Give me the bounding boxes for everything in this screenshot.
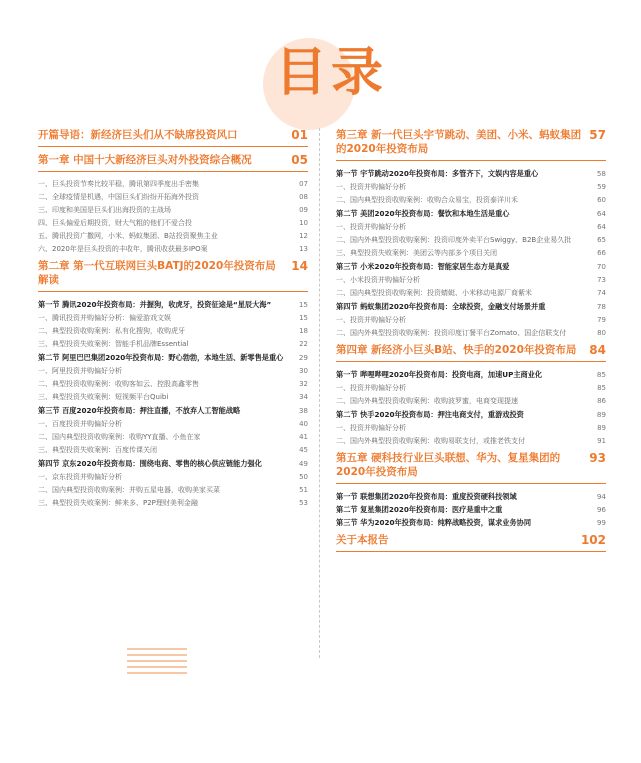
toc-page-number: 57: [589, 128, 606, 142]
toc-chapter-entry[interactable]: [336, 533, 606, 547]
toc-page-number: 86: [597, 397, 606, 405]
column-divider: [319, 128, 321, 658]
toc-subsection-entry[interactable]: [336, 274, 606, 286]
toc-subsection-entry[interactable]: [38, 204, 308, 216]
toc-subsection-entry[interactable]: [38, 338, 308, 350]
toc-page-number: 78: [596, 302, 606, 311]
toc-entry-title: 关于本报告: [336, 534, 389, 546]
toc-entry-title: 二、国内外典型投资收购案例：投资印度外卖平台Swiggy、B2B企业易久批: [336, 236, 572, 244]
toc-page-number: 29: [298, 353, 308, 362]
toc-section-entry[interactable]: [336, 490, 606, 503]
toc-page-number: 58: [596, 169, 606, 178]
toc-page-number: 60: [597, 196, 606, 204]
toc-page-number: 49: [298, 459, 308, 468]
toc-subsection-entry[interactable]: [336, 327, 606, 339]
toc-entry-title: 第一节 哔哩哔哩2020年投资布局：投资电商，加速UP主商业化: [336, 370, 543, 379]
toc-subsection-entry[interactable]: [38, 418, 308, 430]
toc-page-number: 40: [299, 420, 308, 428]
toc-entry-title: 第三节 小米2020年投资布局：智能家居生态方是真爱: [336, 262, 510, 271]
toc-subsection-entry[interactable]: [38, 191, 308, 203]
toc-entry-title: 三、典型投资失败案例：短视频平台Quibi: [38, 393, 169, 401]
toc-page-number: 96: [596, 505, 606, 514]
toc-entry-title: 二、国内典型投资收购案例：投资蜻蜓、小米移动电源厂商紫米: [336, 289, 532, 297]
toc-page-number: 80: [597, 329, 606, 337]
toc-page-number: 38: [298, 406, 308, 415]
chapter-underline: [38, 146, 308, 147]
toc-subsection-entry[interactable]: [336, 435, 606, 447]
toc-page-number: 15: [299, 314, 308, 322]
toc-entry-title: 六、2020年是巨头投资的丰收年，腾讯收获最多IPO案: [38, 245, 208, 253]
toc-subsection-entry[interactable]: [38, 178, 308, 190]
toc-page-number: 18: [299, 327, 308, 335]
chapter-underline: [336, 551, 606, 552]
toc-page-number: 64: [597, 223, 606, 231]
toc-subsection-entry[interactable]: [38, 497, 308, 509]
toc-section-entry[interactable]: [336, 408, 606, 421]
toc-page-number: 05: [291, 153, 308, 167]
toc-entry-title: 二、国内外典型投资收购案例：收购波罗蜜，电商变现提速: [336, 397, 518, 405]
toc-entry-title: 二、国内典型投资收购案例：收购YY直播、小鱼在家: [38, 433, 201, 441]
toc-page-number: 74: [597, 289, 606, 297]
toc-entry-title: 一、投资并购偏好分析: [336, 384, 406, 392]
toc-page-number: 73: [597, 276, 606, 284]
toc-page-number: 15: [298, 300, 308, 309]
toc-subsection-entry[interactable]: [38, 484, 308, 496]
toc-subsection-entry[interactable]: [38, 431, 308, 443]
toc-subsection-entry[interactable]: [38, 365, 308, 377]
toc-entry-title: 第一节 宇节跳动2020年投资布局：多管齐下，文娱内容是重心: [336, 169, 539, 178]
toc-subsection-entry[interactable]: [336, 221, 606, 233]
toc-page-number: 09: [299, 206, 308, 214]
toc-entry-title: 二、国内外典型投资收购案例：投资印度订餐平台Zomato、国企信联支付: [336, 329, 567, 337]
toc-entry-title: 二、全球疫情是机遇，中国巨头们纷纷开拓海外投资: [38, 193, 199, 201]
toc-page-number: 79: [597, 316, 606, 324]
toc-chapter-entry[interactable]: [38, 153, 308, 167]
toc-entry-title: 第一节 腾讯2020年投资布局：并握狗，收虎牙，投资征途是“星辰大海”: [38, 300, 272, 309]
toc-page-number: 94: [596, 492, 606, 501]
toc-page-number: 22: [299, 340, 308, 348]
toc-entry-title: 第五章 硬科技行业巨头联想、华为、复星集团的2020年投资布局: [336, 452, 561, 478]
toc-page-number: 51: [299, 486, 308, 494]
toc-section-entry[interactable]: [38, 298, 308, 311]
toc-entry-title: 一、巨头投资节奏比较平稳，腾讯第四季度出手密集: [38, 180, 199, 188]
toc-entry-title: 第一节 联想集团2020年投资布局：重度投资硬科技领域: [336, 492, 517, 501]
toc-section-entry[interactable]: [336, 260, 606, 273]
toc-page-number: 65: [597, 236, 606, 244]
toc-entry-title: 第二章 第一代互联网巨头BATJ的2020年投资布局解读: [38, 260, 276, 286]
toc-subsection-entry[interactable]: [336, 395, 606, 407]
toc-entry-title: 第二节 复星集团2020年投资布局：医疗是重中之重: [336, 505, 503, 514]
toc-subsection-entry[interactable]: [336, 234, 606, 246]
toc-page-number: 53: [299, 499, 308, 507]
toc-subsection-entry[interactable]: [336, 194, 606, 206]
toc-page-number: 30: [299, 367, 308, 375]
toc-section-entry[interactable]: [38, 351, 308, 364]
toc-entry-title: 一、小米投资并购偏好分析: [336, 276, 420, 284]
toc-section-entry[interactable]: [336, 167, 606, 180]
toc-page-number: 85: [597, 384, 606, 392]
toc-entry-title: 第二节 快手2020年投资布局：押注电商支付，重游戏投资: [336, 410, 524, 419]
toc-section-entry[interactable]: [336, 300, 606, 313]
toc-chapter-entry[interactable]: [336, 343, 606, 357]
toc-entry-title: 第三节 华为2020年投资布局：纯粹战略投资，谋求业务协同: [336, 518, 532, 527]
toc-left-column: [38, 128, 308, 510]
toc-subsection-entry[interactable]: [38, 217, 308, 229]
toc-subsection-entry[interactable]: [38, 312, 308, 324]
toc-page-number: 14: [291, 259, 308, 273]
toc-chapter-entry[interactable]: [38, 128, 308, 142]
toc-entry-title: 一、阿里投资并购偏好分析: [38, 367, 122, 375]
toc-subsection-entry[interactable]: [336, 382, 606, 394]
toc-page-number: 08: [299, 193, 308, 201]
toc-subsection-entry[interactable]: [38, 325, 308, 337]
toc-entry-title: 第一章 中国十大新经济巨头对外投资综合概况: [38, 154, 252, 166]
toc-chapter-entry[interactable]: [336, 451, 606, 479]
toc-page-number: 41: [299, 433, 308, 441]
toc-entry-title: 三、印度和美国是巨头们出海投资的主战场: [38, 206, 171, 214]
toc-page-number: 59: [597, 183, 606, 191]
toc-section-entry[interactable]: [38, 404, 308, 417]
toc-section-entry[interactable]: [336, 516, 606, 529]
toc-subsection-entry[interactable]: [336, 422, 606, 434]
toc-entry-title: 五、腾讯投资广撒网，小米、蚂蚁集团、B站投资聚焦主业: [38, 232, 218, 240]
toc-entry-title: 第四节 蚂蚁集团2020年投资布局：全球投资，金融支付场景并重: [336, 302, 546, 311]
toc-subsection-entry[interactable]: [38, 391, 308, 403]
toc-page-number: 32: [299, 380, 308, 388]
toc-entry-title: 三、典型投资失败案例：美团云等内部多个项目关闭: [336, 249, 497, 257]
toc-entry-title: 二、国内典型投资收购案例：并购五星电器，收购美家买菜: [38, 486, 220, 494]
toc-page-number: 66: [597, 249, 606, 257]
toc-section-entry[interactable]: [38, 457, 308, 470]
toc-subsection-entry[interactable]: [38, 471, 308, 483]
toc-entry-title: 二、国内外典型投资收购案例：收购易联支付，或推老铁支付: [336, 437, 525, 445]
toc-entry-title: 一、投资并购偏好分析: [336, 424, 406, 432]
toc-entry-title: 一、投资并购偏好分析: [336, 223, 406, 231]
toc-page-number: 85: [596, 370, 606, 379]
page-title: 目录: [275, 43, 388, 103]
toc-subsection-entry[interactable]: [38, 378, 308, 390]
toc-page-number: 10: [299, 219, 308, 227]
chapter-underline: [336, 160, 606, 161]
toc-entry-title: 第三章 新一代巨头宇节跳动、美团、小米、蚂蚁集团的2020年投资布局: [336, 129, 582, 155]
toc-entry-title: 第二节 阿里巴巴集团2020年投资布局：野心勃勃，本地生活、新零售是重心: [38, 353, 284, 362]
toc-entry-title: 一、京东投资并购偏好分析: [38, 473, 122, 481]
toc-subsection-entry[interactable]: [336, 287, 606, 299]
toc-entry-title: 二、国内典型投资收购案例：收购合众易宝，投资泰洋川禾: [336, 196, 518, 204]
toc-page-number: 45: [299, 446, 308, 454]
toc-entry-title: 一、百度投资并购偏好分析: [38, 420, 122, 428]
toc-section-entry[interactable]: [336, 503, 606, 516]
toc-page-number: 89: [597, 424, 606, 432]
toc-entry-title: 四、巨头偏爱后期投资，财大气粗的他们不爱合投: [38, 219, 192, 227]
toc-page-number: 93: [589, 451, 606, 465]
toc-entry-title: 第四节 京东2020年投资布局：围绕电商、零售的核心供应链能力强化: [38, 459, 262, 468]
toc-subsection-entry[interactable]: [38, 230, 308, 242]
toc-right-column: [336, 128, 606, 558]
toc-entry-title: 一、投资并购偏好分析: [336, 183, 406, 191]
toc-entry-title: 开篇导语：新经济巨头们从不缺席投资风口: [38, 129, 238, 141]
toc-page-number: 13: [299, 245, 308, 253]
toc-entry-title: 三、典型投资失败案例：鲜来多、P2P理财美利金融: [38, 499, 198, 507]
toc-page-number: 84: [589, 343, 606, 357]
toc-page-number: 12: [299, 232, 308, 240]
chapter-underline: [38, 291, 308, 292]
chapter-underline: [336, 483, 606, 484]
toc-subsection-entry[interactable]: [336, 247, 606, 259]
toc-entry-title: 三、典型投资失败案例：百度传课关闭: [38, 446, 157, 454]
chapter-underline: [336, 361, 606, 362]
toc-entry-title: 第三节 百度2020年投资布局：押注直播，不放弃人工智能战略: [38, 406, 241, 415]
toc-page-number: 89: [596, 410, 606, 419]
toc-page-number: 07: [299, 180, 308, 188]
toc-entry-title: 第二节 美团2020年投资布局：餐饮和本地生活是重心: [336, 209, 510, 218]
toc-section-entry[interactable]: [336, 368, 606, 381]
toc-subsection-entry[interactable]: [38, 444, 308, 456]
toc-page-number: 70: [596, 262, 606, 271]
toc-entry-title: 二、典型投资收购案例：私有化搜狗，收购虎牙: [38, 327, 185, 335]
toc-page-number: 91: [597, 437, 606, 445]
toc-chapter-entry[interactable]: [38, 259, 308, 287]
toc-entry-title: 一、投资并购偏好分析: [336, 316, 406, 324]
chapter-underline: [38, 171, 308, 172]
toc-chapter-entry[interactable]: [336, 128, 606, 156]
decorative-stripes: [127, 648, 187, 674]
toc-entry-title: 一、腾讯投资并购偏好分析：偏爱游戏文娱: [38, 314, 171, 322]
toc-subsection-entry[interactable]: [336, 181, 606, 193]
toc-page-number: 50: [299, 473, 308, 481]
toc-subsection-entry[interactable]: [336, 314, 606, 326]
toc-entry-title: 二、典型投资收购案例：收购客如云、控股高鑫零售: [38, 380, 199, 388]
toc-entry-title: 三、典型投资失败案例：智能手机品牌Essential: [38, 340, 189, 348]
toc-page-number: 34: [299, 393, 308, 401]
toc-page-number: 99: [596, 518, 606, 527]
toc-page-number: 102: [580, 533, 606, 547]
toc-subsection-entry[interactable]: [38, 243, 308, 255]
toc-entry-title: 第四章 新经济小巨头B站、快手的2020年投资布局: [336, 344, 577, 356]
toc-page-number: 64: [596, 209, 606, 218]
toc-section-entry[interactable]: [336, 207, 606, 220]
toc-page-number: 01: [291, 128, 308, 142]
